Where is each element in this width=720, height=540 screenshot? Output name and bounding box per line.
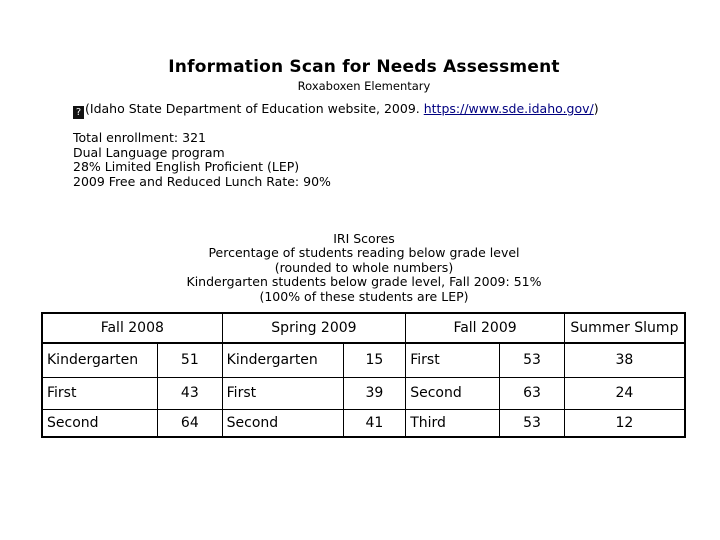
score-cell: 41 [343, 409, 406, 437]
header-spring-2009: Spring 2009 [222, 313, 406, 343]
grade-cell: Kindergarten [42, 343, 158, 377]
iri-line-3: Kindergarten students below grade level, Fall 2009: 51% [186, 274, 542, 290]
iri-scores-table [41, 312, 686, 438]
school-facts [73, 131, 331, 189]
grade-cell: Third [406, 409, 500, 437]
table-header-row [42, 313, 685, 343]
score-cell: 15 [343, 343, 406, 377]
source-citation [73, 101, 599, 119]
grade-cell: First [42, 377, 158, 409]
fact-enrollment: Total enrollment: 321 [73, 130, 206, 145]
slump-cell: 38 [564, 343, 685, 377]
grade-cell: First [222, 377, 343, 409]
grade-cell: Second [222, 409, 343, 437]
score-cell: 63 [500, 377, 565, 409]
score-cell: 53 [500, 343, 565, 377]
grade-cell: First [406, 343, 500, 377]
iri-scores-heading [0, 232, 720, 304]
sde-website-link[interactable]: https://www.sde.idaho.gov/ [423, 101, 594, 116]
iri-line-4: (100% of these students are LEP) [259, 288, 469, 304]
score-cell: 43 [158, 377, 223, 409]
header-fall-2009: Fall 2009 [406, 313, 565, 343]
score-cell: 51 [158, 343, 223, 377]
school-name: Roxaboxen Elementary [297, 79, 431, 93]
iri-line-1: Percentage of students reading below grade level [208, 245, 520, 261]
grade-cell: Kindergarten [222, 343, 343, 377]
source-text: (Idaho State Department of Education website, 2009. [85, 101, 424, 116]
score-cell: 39 [343, 377, 406, 409]
score-cell: 53 [500, 409, 565, 437]
source-close: ) [593, 101, 599, 116]
missing-glyph-icon: ? [73, 106, 84, 119]
grade-cell: Second [406, 377, 500, 409]
table-row [42, 409, 685, 437]
slump-cell: 24 [564, 377, 685, 409]
page-title: Information Scan for Needs Assessment [168, 57, 560, 77]
fact-lunch-rate: 2009 Free and Reduced Lunch Rate: 90% [73, 173, 331, 189]
iri-title: IRI Scores [333, 231, 395, 246]
fact-lep: 28% Limited English Proficient (LEP) [73, 159, 300, 175]
header-summer-slump: Summer Slump [564, 313, 685, 343]
score-cell: 64 [158, 409, 223, 437]
header-fall-2008: Fall 2008 [42, 313, 222, 343]
table-row [42, 343, 685, 377]
grade-cell: Second [42, 409, 158, 437]
table-row [42, 377, 685, 409]
slump-cell: 12 [564, 409, 685, 437]
iri-line-2: (rounded to whole numbers) [274, 259, 454, 275]
fact-program: Dual Language program [73, 144, 225, 160]
